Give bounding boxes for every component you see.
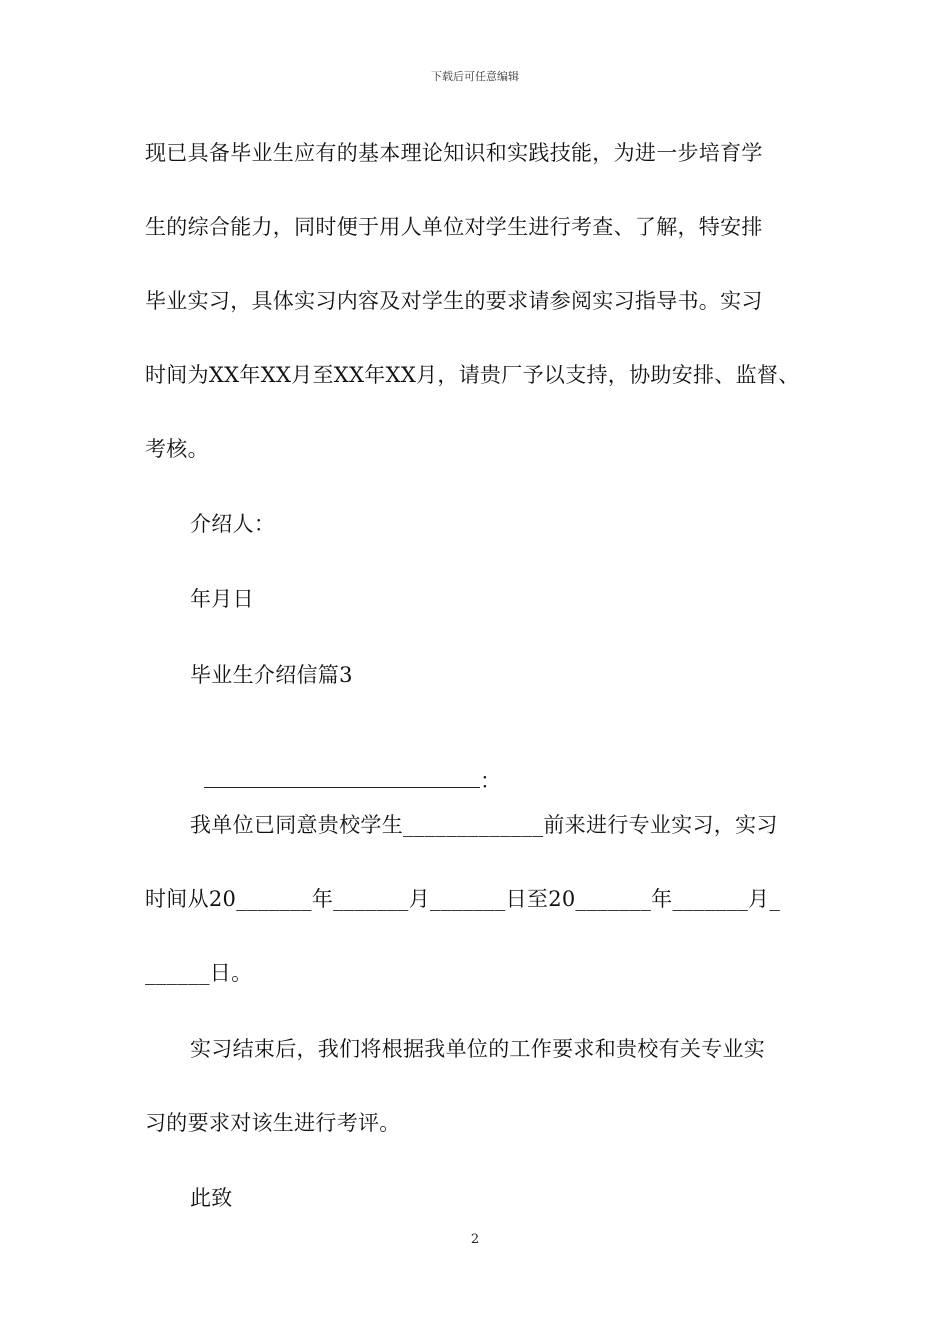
body-line-6: 我单位已同意贵校学生_____________前来进行专业实习，实习	[190, 813, 778, 837]
addressee-line	[190, 735, 501, 796]
body-line-7: 时间从20_______年_______月_______日至20_______年_______月_	[145, 887, 781, 911]
body-line-8: ______日。	[145, 961, 253, 985]
introducer-label: 介绍人：	[190, 512, 276, 536]
body-line-1: 现已具备毕业生应有的基本理论知识和实践技能，为进一步培育学	[145, 141, 763, 165]
body-line-3: 毕业实习，具体实习内容及对学生的要求请参阅实习指导书。实习	[145, 289, 763, 313]
addressee-colon: ：	[479, 769, 502, 793]
page-header: 下载后可任意编辑	[431, 70, 519, 83]
body-line-5: 考核。	[145, 437, 209, 461]
page-number: 2	[470, 1232, 480, 1247]
date-line: 年月日	[190, 587, 254, 611]
closing-salutation: 此致	[190, 1186, 233, 1210]
body-line-2: 生的综合能力，同时便于用人单位对学生进行考查、了解，特安排	[145, 215, 763, 239]
body-line-4: 时间为XX年XX月至XX年XX月，请贵厂予以支持，协助安排、监督、	[145, 363, 800, 387]
body-line-10: 习的要求对该生进行考评。	[145, 1111, 401, 1135]
section-title: 毕业生介绍信篇3	[190, 663, 353, 687]
body-line-9: 实习结束后，我们将根据我单位的工作要求和贵校有关专业实	[190, 1037, 766, 1061]
addressee-blank	[204, 765, 480, 788]
